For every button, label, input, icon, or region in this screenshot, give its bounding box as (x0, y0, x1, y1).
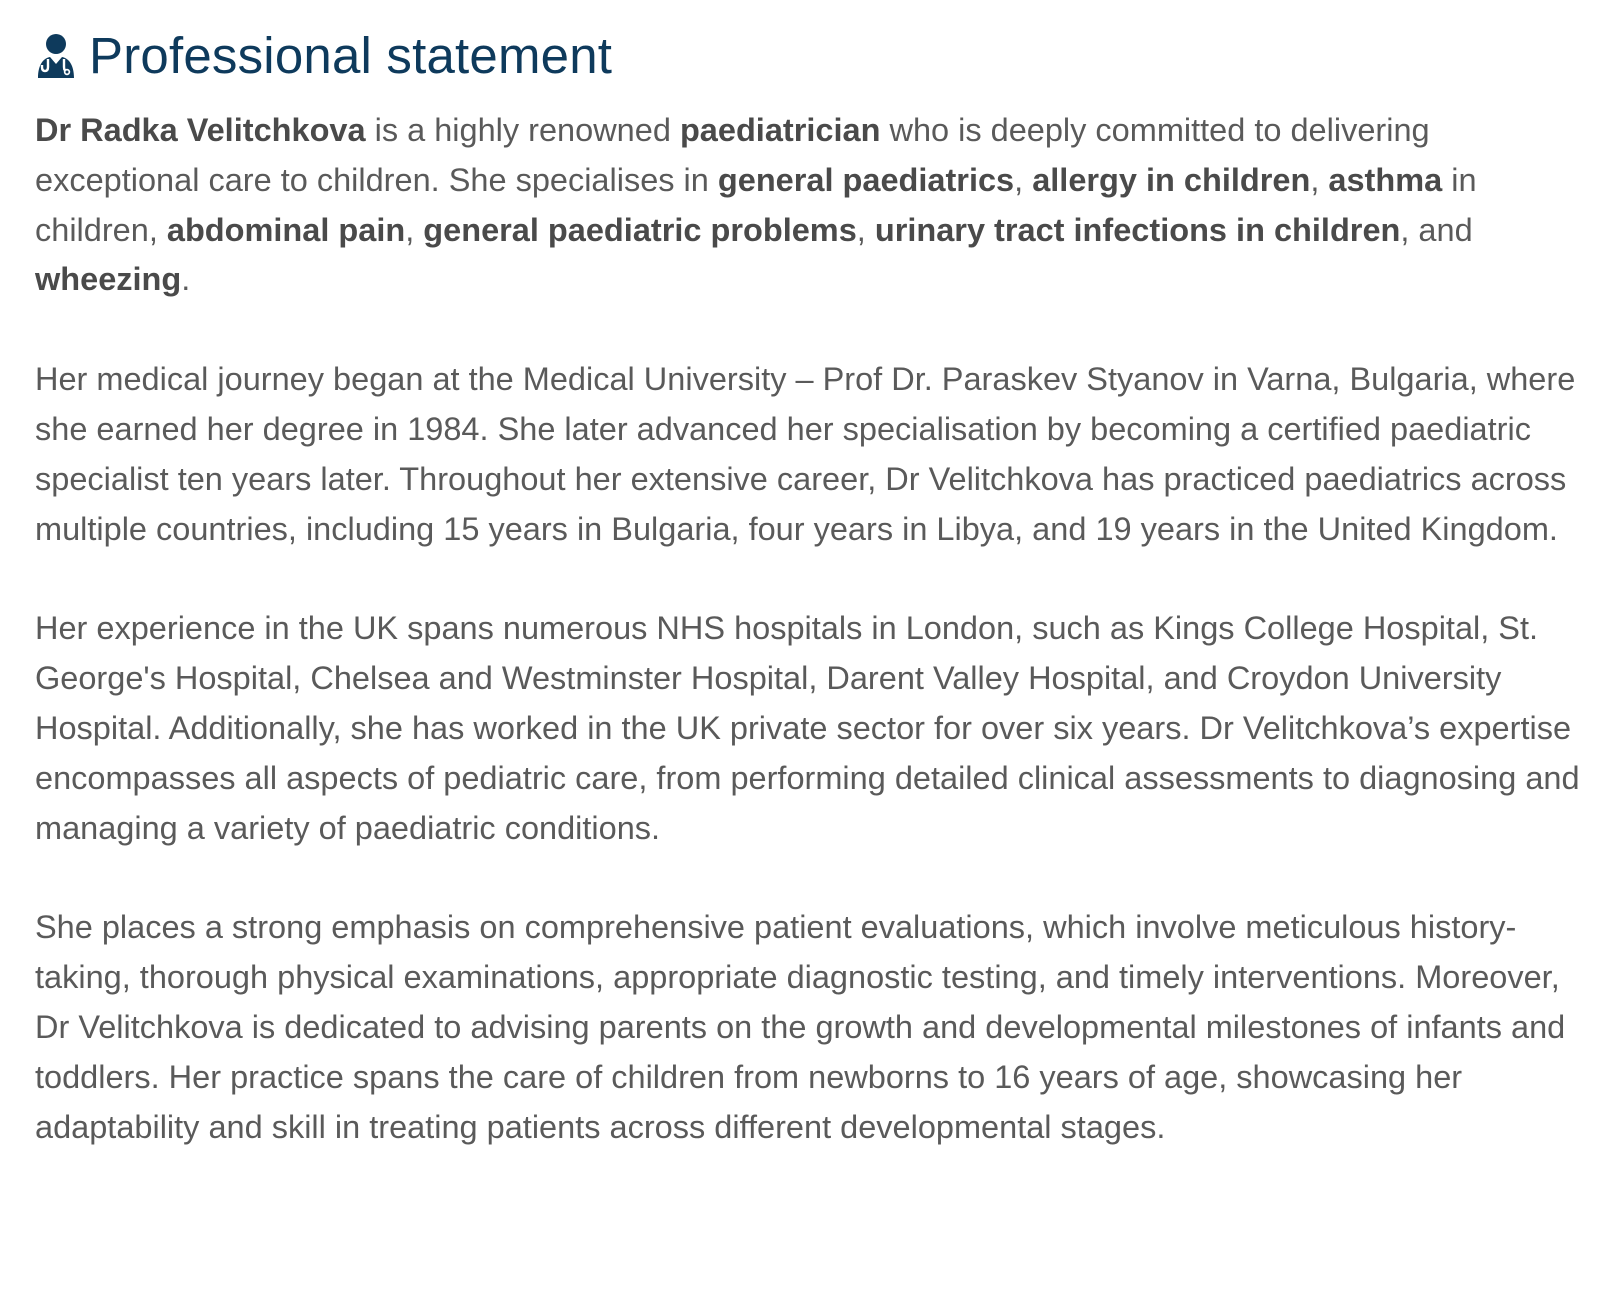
text-span: , and (1400, 211, 1473, 248)
doctor-icon (35, 32, 77, 80)
text-span: , (1014, 161, 1033, 198)
statement-paragraph-1 (35, 106, 1595, 305)
text-span: who is deeply committed to delivering exceptional care to children. She specialises in (35, 112, 1430, 198)
specialism-general-problems: general paediatric problems (423, 211, 857, 248)
section-heading (35, 28, 1595, 84)
specialism-abdominal-pain: abdominal pain (166, 211, 406, 248)
statement-paragraph-3: Her experience in the UK spans numerous NHS hospitals in London, such as Kings College Hospital, St. George's Hospital, Chelsea and Westminster Hospital, Darent Valley Hospital, and Croydon University Hospital. Additionally, she has worked in the UK private sector for over six years. Dr Velitchkova’s expertise encompasses all aspects of pediatric care, from performing detailed clinical assessments to diagnosing and managing a variety of paediatric conditions. (35, 610, 1580, 846)
specialism-wheezing: wheezing (35, 261, 182, 298)
text-span: in children, (35, 161, 1477, 248)
page-title: Professional statement (89, 27, 613, 84)
specialism-general-paediatrics: general paediatrics (717, 161, 1015, 198)
text-span: , (405, 211, 424, 248)
professional-statement-section (35, 28, 1595, 1202)
text-span: , (856, 211, 875, 248)
statement-paragraph-4: She places a strong emphasis on comprehensive patient evaluations, which involve meticulous history-taking, thorough physical examinations, appropriate diagnostic testing, and timely interventions. Moreover, Dr Velitchkova is dedicated to advising parents on the growth and developmental milestones of infants and toddlers. Her practice spans the care of children from newborns to 16 years of age, showcasing her adaptability and skill in treating patients across different developmental stages. (35, 909, 1566, 1145)
specialty-role: paediatrician (679, 112, 881, 149)
text-span: is a highly renowned (365, 112, 680, 149)
statement-paragraph-2: Her medical journey began at the Medical University – Prof Dr. Paraskev Styanov in Varna, Bulgaria, where she earned her degree in 1984. She later advanced her specialisation by becoming a certified paediatric specialist ten years later. Throughout her extensive career, Dr Velitchkova has practiced paediatrics across multiple countries, including 15 years in Bulgaria, four years in Libya, and 19 years in the United Kingdom. (35, 361, 1576, 547)
text-span: . (181, 261, 191, 298)
specialism-asthma: asthma (1328, 161, 1443, 198)
doctor-name: Dr Radka Velitchkova (35, 112, 366, 149)
specialism-allergy: allergy in children (1032, 161, 1311, 198)
text-span: , (1310, 161, 1329, 198)
specialism-uti: urinary tract infections in children (874, 211, 1401, 248)
